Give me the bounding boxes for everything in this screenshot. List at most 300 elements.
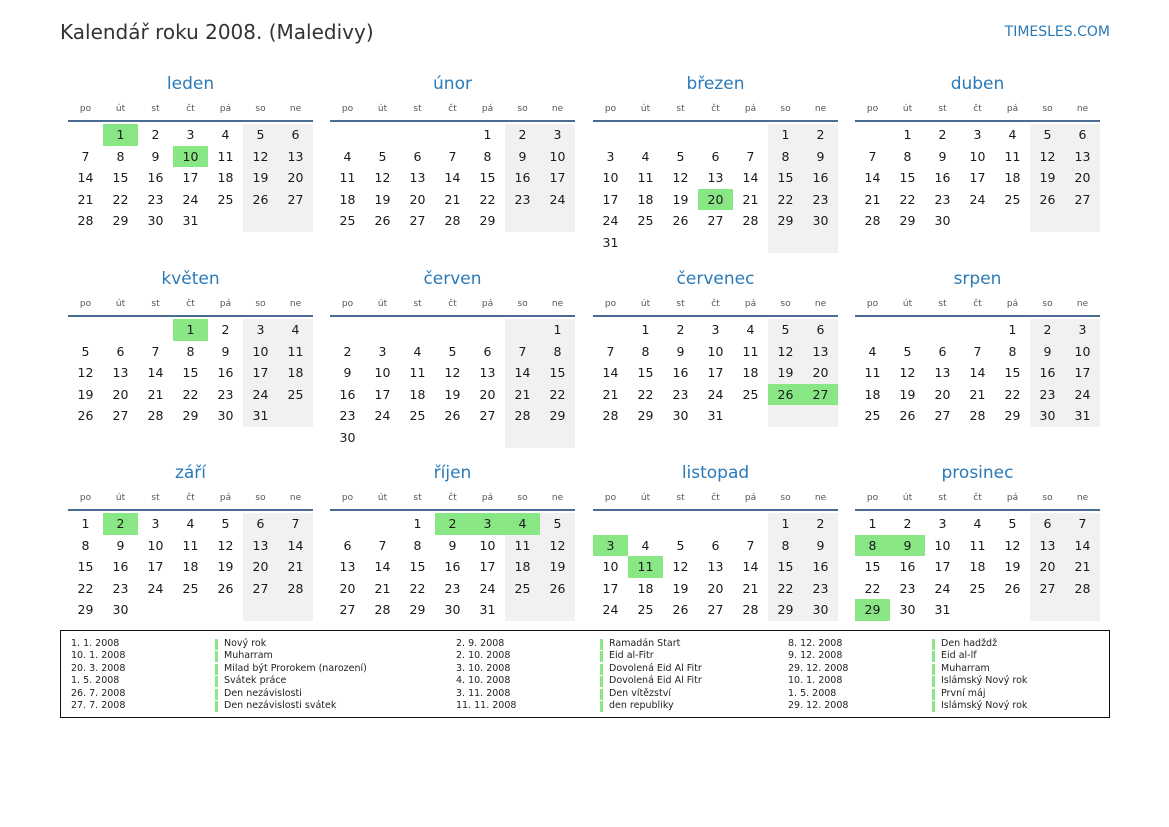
site-link[interactable]: TIMESLES.COM [1004, 24, 1110, 40]
holiday-marker [932, 639, 935, 650]
day-cell: 31 [707, 408, 724, 424]
month-prosinec [855, 461, 1100, 621]
day-grid [330, 319, 575, 448]
day-cell: 2 [903, 516, 912, 532]
holiday-name: Islámský Nový rok [941, 699, 1028, 711]
day-cell: 25 [278, 384, 313, 406]
weekday-label: st [676, 104, 685, 114]
holiday-date: 29. 12. 2008 [788, 662, 849, 674]
day-cell: 16 [899, 559, 916, 575]
weekday-label: ne [289, 299, 302, 309]
day-cell: 25 [339, 213, 356, 229]
day-cell: 10 [147, 537, 164, 553]
weekday-label: pá [1006, 104, 1019, 114]
empty-day-cell [173, 599, 208, 621]
day-cell: 2 [343, 343, 352, 359]
empty-day-cell [733, 513, 768, 535]
empty-day-cell [138, 599, 173, 621]
empty-day-cell [330, 124, 365, 146]
empty-day-cell [540, 599, 575, 621]
holiday-date: 1. 5. 2008 [71, 675, 120, 687]
day-cell: 21 [742, 580, 759, 596]
weekday-label: ne [551, 493, 564, 503]
day-cell: 17 [540, 167, 575, 189]
empty-day-cell [803, 232, 838, 254]
day-cell: 9 [505, 146, 540, 168]
day-cell: 7 [973, 343, 982, 359]
day-cell: 17 [182, 170, 199, 186]
holiday-name: Dovolená Eid Al Fitr [609, 662, 702, 674]
holiday-name: Muharram [941, 662, 990, 674]
day-cell: 29 [899, 213, 916, 229]
day-cell: 19 [217, 559, 234, 575]
legend-item [788, 700, 1108, 712]
day-cell: 21 [374, 580, 391, 596]
day-cell: 31 [1065, 405, 1100, 427]
empty-day-cell [593, 319, 628, 341]
day-cell: 4 [186, 516, 195, 532]
empty-day-cell [208, 210, 243, 232]
day-cell: 9 [343, 365, 352, 381]
month-únor [330, 72, 575, 232]
day-cell: 16 [444, 559, 461, 575]
day-cell: 22 [1004, 386, 1021, 402]
empty-day-cell [243, 599, 278, 621]
day-cell: 7 [606, 343, 615, 359]
day-cell: 13 [278, 146, 313, 168]
day-cell: 14 [602, 365, 619, 381]
day-cell: 2 [938, 127, 947, 143]
day-cell: 3 [711, 322, 720, 338]
day-cell: 11 [409, 365, 426, 381]
weekday-label: so [1042, 493, 1053, 503]
day-cell: 20 [1065, 167, 1100, 189]
month-červenec [593, 267, 838, 427]
weekday-header [593, 98, 838, 122]
day-cell: 5 [221, 516, 230, 532]
weekday-label: pá [1006, 299, 1019, 309]
day-cell: 10 [243, 341, 278, 363]
day-cell: 8 [768, 535, 803, 557]
weekday-label: út [115, 299, 126, 309]
holiday-date: 3. 11. 2008 [456, 687, 511, 699]
weekday-label: st [413, 104, 422, 114]
holiday-date: 10. 1. 2008 [71, 650, 126, 662]
weekday-label: čt [448, 493, 457, 503]
day-cell: 4 [221, 127, 230, 143]
month-name: listopad [681, 463, 750, 483]
day-cell: 27 [1065, 189, 1100, 211]
day-cell: 27 [707, 213, 724, 229]
day-cell: 25 [505, 578, 540, 600]
day-cell: 30 [672, 408, 689, 424]
day-cell: 17 [602, 580, 619, 596]
day-cell: 11 [217, 148, 234, 164]
weekday-label: ne [1076, 299, 1089, 309]
day-cell: 23 [339, 408, 356, 424]
day-cell: 6 [1065, 124, 1100, 146]
day-cell: 26 [672, 213, 689, 229]
day-cell: 4 [868, 343, 877, 359]
day-cell: 21 [742, 191, 759, 207]
empty-day-cell [960, 210, 995, 232]
weekday-label: čt [973, 299, 982, 309]
weekday-header [593, 487, 838, 511]
day-cell: 15 [1004, 365, 1021, 381]
day-cell: 11 [182, 537, 199, 553]
day-cell: 4 [641, 148, 650, 164]
empty-day-cell [505, 210, 540, 232]
day-cell: 6 [278, 124, 313, 146]
holiday-marker [600, 689, 603, 700]
legend-item [456, 638, 776, 650]
day-cell: 9 [151, 148, 160, 164]
empty-day-cell [855, 124, 890, 146]
weekday-label: čt [973, 104, 982, 114]
day-cell: 17 [374, 386, 391, 402]
empty-day-cell [103, 319, 138, 341]
weekday-label: st [676, 299, 685, 309]
day-cell: 6 [116, 343, 125, 359]
day-cell: 31 [182, 213, 199, 229]
empty-day-cell [628, 513, 663, 535]
day-cell: 24 [934, 580, 951, 596]
holiday-date: 10. 1. 2008 [788, 675, 843, 687]
day-cell: 4 [278, 319, 313, 341]
weekday-label: pá [744, 104, 757, 114]
day-cell: 1 [903, 127, 912, 143]
month-srpen [855, 267, 1100, 427]
weekday-label: po [341, 104, 354, 114]
day-grid [330, 124, 575, 232]
day-cell: 8 [483, 148, 492, 164]
day-cell: 20 [339, 580, 356, 596]
month-name: únor [433, 74, 472, 94]
legend-column [456, 638, 776, 712]
holiday-date: 27. 7. 2008 [71, 699, 126, 711]
day-cell: 26 [1030, 189, 1065, 211]
day-cell: 1 [483, 127, 492, 143]
day-cell: 21 [505, 384, 540, 406]
day-cell: 6 [711, 537, 720, 553]
month-name: prosinec [941, 463, 1014, 483]
day-cell: 6 [711, 148, 720, 164]
day-cell: 18 [339, 191, 356, 207]
day-cell: 22 [409, 580, 426, 596]
day-cell: 28 [602, 408, 619, 424]
holiday-day-cell: 3 [593, 535, 628, 557]
day-cell: 11 [505, 535, 540, 557]
empty-day-cell [698, 232, 733, 254]
day-cell: 6 [803, 319, 838, 341]
day-cell: 18 [637, 191, 654, 207]
day-cell: 20 [934, 386, 951, 402]
day-cell: 13 [934, 365, 951, 381]
month-name: květen [161, 269, 220, 289]
legend-item [456, 688, 776, 700]
empty-day-cell [470, 427, 505, 449]
day-cell: 23 [505, 189, 540, 211]
weekday-header [330, 487, 575, 511]
holiday-day-cell: 29 [855, 599, 890, 621]
legend-column [71, 638, 391, 712]
day-cell: 16 [672, 365, 689, 381]
day-cell: 30 [803, 210, 838, 232]
day-cell: 13 [479, 365, 496, 381]
day-cell: 30 [112, 602, 129, 618]
day-cell: 14 [742, 559, 759, 575]
day-cell: 19 [540, 556, 575, 578]
weekday-label: so [1042, 299, 1053, 309]
day-cell: 5 [768, 319, 803, 341]
weekday-label: po [866, 299, 879, 309]
empty-day-cell [628, 232, 663, 254]
weekday-label: čt [973, 493, 982, 503]
day-cell: 5 [676, 148, 685, 164]
weekday-header [68, 487, 313, 511]
empty-day-cell [505, 319, 540, 341]
day-cell: 11 [742, 343, 759, 359]
day-cell: 3 [973, 127, 982, 143]
day-cell: 13 [243, 535, 278, 557]
month-říjen [330, 461, 575, 621]
holiday-date: 2. 10. 2008 [456, 650, 511, 662]
holiday-marker [600, 676, 603, 687]
day-cell: 10 [374, 365, 391, 381]
day-cell: 7 [746, 148, 755, 164]
day-cell: 30 [803, 599, 838, 621]
day-cell: 29 [479, 213, 496, 229]
empty-day-cell [435, 124, 470, 146]
day-cell: 14 [742, 170, 759, 186]
day-cell: 22 [864, 580, 881, 596]
day-cell: 2 [151, 127, 160, 143]
empty-day-cell [1065, 210, 1100, 232]
empty-day-cell [995, 210, 1030, 232]
day-cell: 26 [374, 213, 391, 229]
day-cell: 3 [606, 148, 615, 164]
day-cell: 8 [413, 537, 422, 553]
day-cell: 4 [746, 322, 755, 338]
empty-day-cell [278, 210, 313, 232]
holiday-date: 8. 12. 2008 [788, 638, 843, 649]
legend-item [788, 663, 1108, 675]
day-cell: 28 [969, 408, 986, 424]
day-cell: 28 [1065, 578, 1100, 600]
day-cell: 25 [864, 408, 881, 424]
holiday-name: Den vítězství [609, 687, 671, 699]
day-cell: 27 [339, 602, 356, 618]
legend-item [71, 700, 391, 712]
day-cell: 7 [151, 343, 160, 359]
empty-day-cell [995, 599, 1030, 621]
day-cell: 1 [540, 319, 575, 341]
empty-day-cell [365, 124, 400, 146]
holiday-name: Ramadán Start [609, 638, 681, 649]
day-cell: 27 [112, 408, 129, 424]
day-cell: 18 [1004, 170, 1021, 186]
day-cell: 19 [672, 191, 689, 207]
holiday-name: Den nezávislosti [224, 687, 302, 699]
holiday-date: 1. 5. 2008 [788, 687, 837, 699]
weekday-label: út [902, 104, 913, 114]
holiday-date: 26. 7. 2008 [71, 687, 126, 699]
day-cell: 7 [378, 537, 387, 553]
day-cell: 19 [899, 386, 916, 402]
day-grid [593, 124, 838, 253]
empty-day-cell [960, 599, 995, 621]
day-cell: 1 [868, 516, 877, 532]
day-cell: 27 [479, 408, 496, 424]
day-cell: 21 [864, 191, 881, 207]
day-cell: 17 [147, 559, 164, 575]
holiday-date: 3. 10. 2008 [456, 662, 511, 674]
weekday-label: út [377, 104, 388, 114]
day-cell: 28 [864, 213, 881, 229]
weekday-label: pá [481, 299, 494, 309]
weekday-label: ne [551, 299, 564, 309]
holiday-day-cell: 4 [505, 513, 540, 535]
day-cell: 22 [112, 191, 129, 207]
day-cell: 21 [969, 386, 986, 402]
holiday-marker [215, 701, 218, 712]
day-cell: 12 [444, 365, 461, 381]
day-cell: 3 [186, 127, 195, 143]
day-cell: 12 [1030, 146, 1065, 168]
day-cell: 30 [339, 429, 356, 445]
day-cell: 3 [243, 319, 278, 341]
weekday-header [330, 293, 575, 317]
day-cell: 8 [186, 343, 195, 359]
holiday-name: Islámský Nový rok [941, 675, 1028, 687]
day-cell: 30 [934, 213, 951, 229]
day-cell: 17 [602, 191, 619, 207]
empty-day-cell [435, 319, 470, 341]
day-cell: 7 [746, 537, 755, 553]
day-cell: 4 [1008, 127, 1017, 143]
day-cell: 18 [742, 365, 759, 381]
day-cell: 14 [505, 362, 540, 384]
day-cell: 12 [672, 170, 689, 186]
day-cell: 18 [864, 386, 881, 402]
day-cell: 29 [182, 408, 199, 424]
day-cell: 1 [641, 322, 650, 338]
weekday-label: po [341, 493, 354, 503]
day-cell: 30 [147, 213, 164, 229]
day-cell: 19 [444, 386, 461, 402]
day-cell: 25 [969, 580, 986, 596]
holiday-date: 20. 3. 2008 [71, 662, 126, 674]
legend-item [788, 638, 1108, 650]
day-cell: 7 [81, 148, 90, 164]
empty-day-cell [505, 427, 540, 449]
day-cell: 21 [77, 191, 94, 207]
month-name: říjen [433, 463, 472, 483]
day-cell: 25 [182, 580, 199, 596]
day-cell: 15 [899, 170, 916, 186]
day-cell: 3 [540, 124, 575, 146]
day-cell: 2 [221, 322, 230, 338]
empty-day-cell [960, 319, 995, 341]
day-cell: 15 [409, 559, 426, 575]
legend-item [456, 663, 776, 675]
day-cell: 20 [278, 167, 313, 189]
day-cell: 9 [803, 535, 838, 557]
day-cell: 25 [1004, 191, 1021, 207]
holiday-day-cell: 26 [768, 384, 803, 406]
weekday-label: čt [711, 299, 720, 309]
day-cell: 18 [278, 362, 313, 384]
day-cell: 26 [1004, 580, 1021, 596]
weekday-label: út [377, 299, 388, 309]
weekday-label: po [341, 299, 354, 309]
weekday-label: ne [1076, 493, 1089, 503]
weekday-label: ne [289, 493, 302, 503]
empty-day-cell [1030, 210, 1065, 232]
weekday-label: po [604, 104, 617, 114]
day-cell: 2 [505, 124, 540, 146]
day-cell: 23 [899, 580, 916, 596]
weekday-header [68, 293, 313, 317]
weekday-label: ne [814, 299, 827, 309]
day-cell: 22 [182, 386, 199, 402]
holiday-marker [215, 664, 218, 675]
day-cell: 23 [444, 580, 461, 596]
day-cell: 12 [899, 365, 916, 381]
empty-day-cell [803, 405, 838, 427]
day-cell: 1 [81, 516, 90, 532]
day-grid [855, 319, 1100, 427]
day-cell: 26 [444, 408, 461, 424]
day-cell: 7 [1065, 513, 1100, 535]
month-květen [68, 267, 313, 427]
day-cell: 14 [969, 365, 986, 381]
holiday-name: Den nezávislosti svátek [224, 699, 337, 711]
day-cell: 19 [77, 386, 94, 402]
holiday-marker [932, 664, 935, 675]
day-cell: 16 [147, 170, 164, 186]
day-cell: 19 [1030, 167, 1065, 189]
weekday-label: so [255, 493, 266, 503]
day-cell: 12 [540, 535, 575, 557]
day-grid [68, 124, 313, 232]
holiday-name: Eid al-lf [941, 650, 977, 662]
empty-day-cell [365, 319, 400, 341]
day-cell: 16 [1030, 362, 1065, 384]
weekday-label: pá [219, 299, 232, 309]
day-cell: 20 [479, 386, 496, 402]
day-cell: 24 [147, 580, 164, 596]
weekday-label: pá [481, 493, 494, 503]
day-cell: 8 [768, 146, 803, 168]
day-cell: 10 [707, 343, 724, 359]
day-cell: 30 [1030, 405, 1065, 427]
weekday-label: so [1042, 104, 1053, 114]
day-cell: 29 [77, 602, 94, 618]
month-name: červen [423, 269, 482, 289]
holiday-name: První máj [941, 687, 986, 699]
day-cell: 26 [77, 408, 94, 424]
empty-day-cell [698, 124, 733, 146]
day-cell: 11 [278, 341, 313, 363]
weekday-label: ne [814, 104, 827, 114]
day-cell: 1 [768, 513, 803, 535]
day-cell: 5 [1008, 516, 1017, 532]
day-cell: 5 [540, 513, 575, 535]
legend-item [456, 675, 776, 687]
holiday-legend [60, 630, 1110, 718]
day-cell: 23 [1030, 384, 1065, 406]
